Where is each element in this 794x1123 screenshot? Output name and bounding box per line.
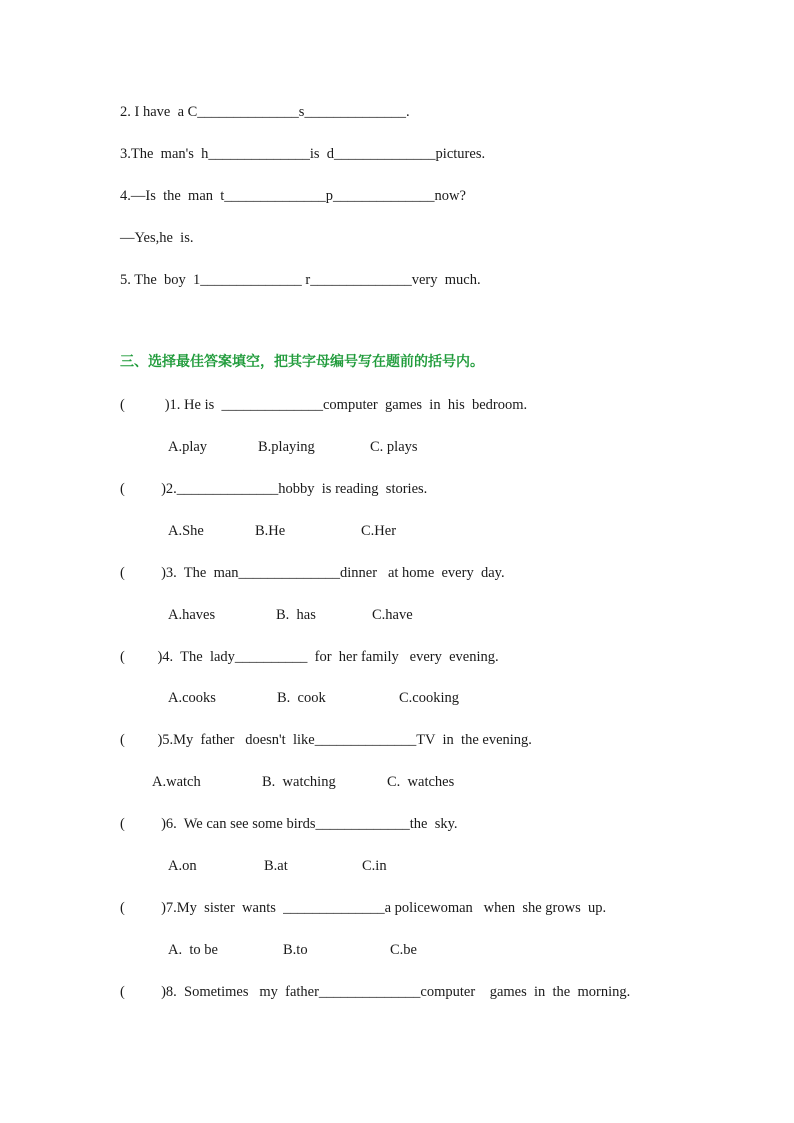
option-a: A.play xyxy=(168,439,208,455)
fill-in-item-3: 3.The man's h______________is d______________pictures. xyxy=(120,146,486,162)
option-a: A.watch xyxy=(152,774,201,790)
question-2: ( )2.______________hobby is reading stories. xyxy=(120,481,428,497)
option-a: A. to be xyxy=(168,942,218,958)
question-4: ( )4. The lady__________ for her family every evening. xyxy=(120,649,499,665)
option-c: C.cooking xyxy=(399,690,460,706)
question-6: ( )6. We can see some birds_____________the sky. xyxy=(120,816,458,832)
question-7-options xyxy=(0,940,794,1020)
option-a: A.cooks xyxy=(168,690,216,706)
option-c: C.in xyxy=(362,858,387,874)
question-6-options xyxy=(0,856,794,936)
question-8: ( )8. Sometimes my father______________computer games in the morning. xyxy=(120,984,631,1000)
option-c: C.Her xyxy=(361,523,397,539)
option-b: B. has xyxy=(276,607,316,623)
option-a: A.haves xyxy=(168,607,216,623)
option-c: C.be xyxy=(390,942,417,958)
option-b: B.He xyxy=(255,523,286,539)
question-2-options xyxy=(0,521,794,601)
option-c: C.have xyxy=(372,607,413,623)
question-5-options xyxy=(0,772,794,852)
question-7: ( )7.My sister wants ______________a policewoman when she grows up. xyxy=(120,900,607,916)
option-b: B. watching xyxy=(262,774,336,790)
option-a: A.on xyxy=(168,858,197,874)
option-c: C. plays xyxy=(370,439,418,455)
option-a: A.She xyxy=(168,523,204,539)
option-b: B.playing xyxy=(258,439,315,455)
section-heading: 三、选择最佳答案填空，把其字母编号写在题前的括号内。 xyxy=(120,354,484,370)
question-3-options xyxy=(0,605,794,685)
fill-in-item-4: 4.—Is the man t______________p______________now? xyxy=(120,188,466,204)
question-3: ( )3. The man______________dinner at home every day. xyxy=(120,565,505,581)
question-4-options xyxy=(0,688,794,768)
question-1-options xyxy=(0,437,794,517)
fill-in-item-5: 5. The boy 1______________ r______________very much. xyxy=(120,272,481,288)
fill-in-item-2: 2. I have a C______________s______________. xyxy=(120,104,410,120)
option-c: C. watches xyxy=(387,774,455,790)
question-1: ( )1. He is ______________computer games in his bedroom. xyxy=(120,397,528,413)
option-b: B. cook xyxy=(277,690,326,706)
question-5: ( )5.My father doesn't like______________TV in the evening. xyxy=(120,732,532,748)
fill-in-item-4-answer: —Yes,he is. xyxy=(120,230,194,246)
option-b: B.to xyxy=(283,942,308,958)
option-b: B.at xyxy=(264,858,288,874)
